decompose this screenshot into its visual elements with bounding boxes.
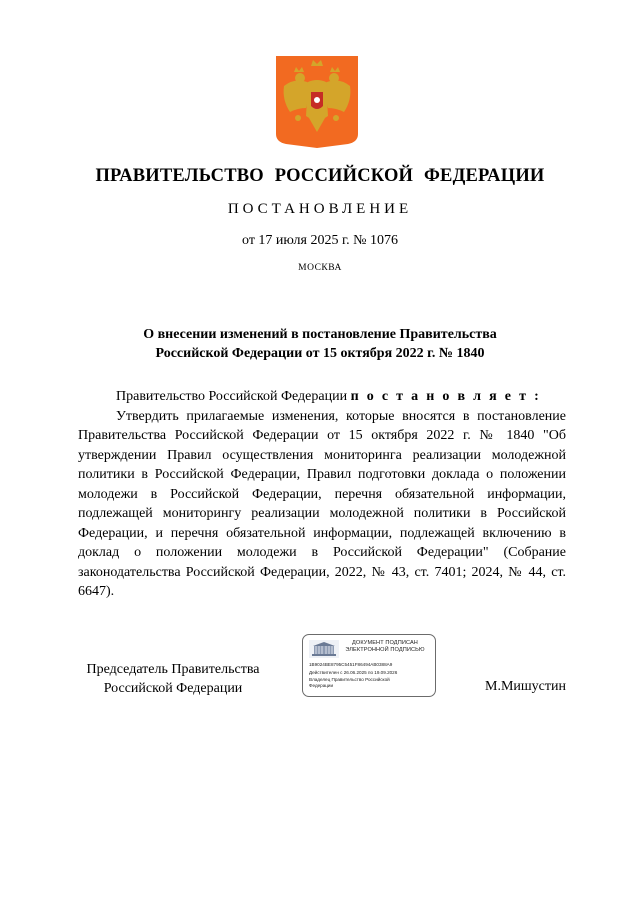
preamble-text: Правительство Российской Федерации xyxy=(116,389,351,404)
electronic-signature-stamp xyxy=(302,634,436,697)
heading-line-2: Российской Федерации от 15 октября 2022 г. № 1840 xyxy=(155,346,485,361)
stamp-header-line-1: ДОКУМЕНТ ПОДПИСАН xyxy=(352,640,418,646)
document-body xyxy=(78,387,566,602)
stamp-owner-line-1: Владелец Правительство Российской xyxy=(309,677,390,682)
stamp-validity: Действителен с 26.06.2025 по 19.09.2026 xyxy=(309,670,398,675)
document-date-number: от 17 июля 2025 г. № 1076 xyxy=(242,233,398,248)
heading-line-1: О внесении изменений в постановление Правительства xyxy=(143,327,497,342)
signer-position-line-1: Председатель Правительства xyxy=(86,662,260,677)
stamp-owner-line-2: Федерации xyxy=(309,683,334,688)
main-paragraph: Утвердить прилагаемые изменения, которые вносятся в постановление Правительства Российской Федерации от 15 октября 2022 г. № 1840 "Об утверждении Правил осуществления мониторинга реализации молодежной политики в Российской Федерации, Правил подготовки доклада о положении молодежи в Российской Федерации, перечня обязательной информации, подлежащей мониторингу реализации молодежной политики в Российской Федерации, и перечня обязательной информации, подлежащей включению в доклад о положении молодежи в Российской Федерации" (Собрание законодательства Российской Федерации, 2022, № 43, ст. 7401; 2024, № 44, ст. 6647). xyxy=(78,408,566,599)
document-heading xyxy=(0,325,640,363)
signer-position-line-2: Российской Федерации xyxy=(103,681,243,696)
stamp-certificate: 1B9024BE8795C5451F86494AB0388A9 xyxy=(309,662,393,667)
coat-of-arms-emblem xyxy=(276,56,358,148)
preamble-paragraph xyxy=(78,387,566,407)
signer-position xyxy=(78,660,268,698)
signer-name: М.Мишустин xyxy=(485,679,566,694)
decree-word: п о с т а н о в л я е т : xyxy=(350,389,542,404)
government-name: ПРАВИТЕЛЬСТВО РОССИЙСКОЙ ФЕДЕРАЦИИ xyxy=(95,166,545,186)
stamp-header xyxy=(337,640,433,654)
government-building-icon xyxy=(309,640,339,658)
city: МОСКВА xyxy=(298,263,342,273)
stamp-header-line-2: ЭЛЕКТРОННОЙ ПОДПИСЬЮ xyxy=(345,647,425,653)
document-type: ПОСТАНОВЛЕНИЕ xyxy=(227,201,413,217)
